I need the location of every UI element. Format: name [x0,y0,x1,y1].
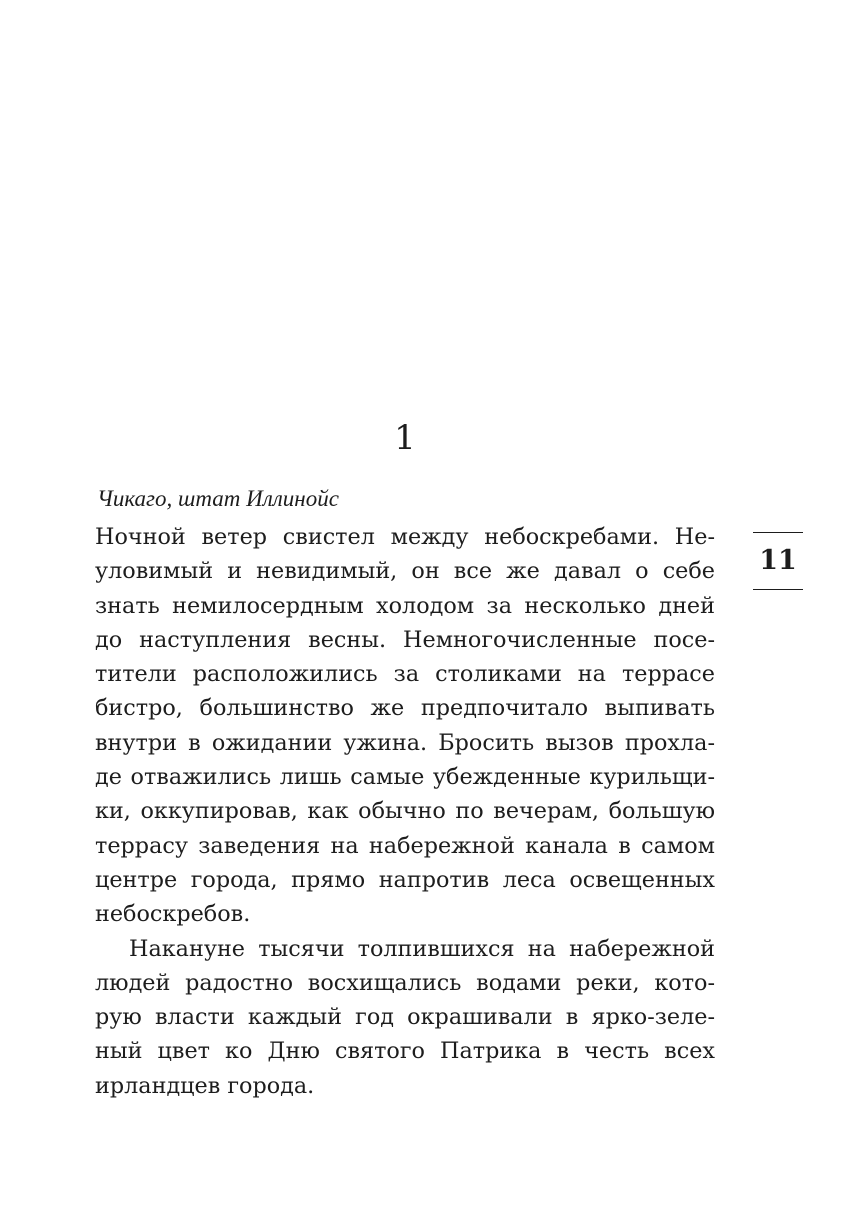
text-line: ки, оккупировав, как обычно по вечерам, большую [95,798,715,825]
text-line: Ночной ветер свистел между небоскребами. Не- [95,524,715,550]
text-line: бистро, большинство же предпочитало выпивать [95,695,715,722]
page-number-block [753,532,803,590]
chapter-number: 1 [394,418,416,458]
text-line: ирландцев города. [95,1072,315,1099]
chapter-location: Чикаго, штат Иллинойс [97,486,339,511]
text-line: Накануне тысячи толпившихся на набережной [129,935,715,962]
text-line: рую власти каждый год окрашивали в ярко-зеле- [95,1004,715,1031]
text-line: ный цвет ко Дню святого Патрика в честь всех [95,1038,715,1065]
page-number: 11 [759,545,797,576]
text-line: де отважились лишь самые убежденные курильщи- [95,764,715,791]
body-text [95,520,715,1103]
text-line: уловимый и невидимый, он все же давал о себе [95,558,715,585]
page-number-rule-bottom [753,589,803,590]
text-line: центре города, прямо напротив леса освещенных [95,866,715,893]
text-line: людей радостно восхищались водами реки, кото- [95,969,715,996]
text-line: внутри в ожидании ужина. Бросить вызов прохла- [95,729,715,756]
text-line: до наступления весны. Немногочисленные посе- [95,626,715,653]
text-line: знать немилосердным холодом за несколько дней [95,592,715,619]
text-line: небоскребов. [95,901,251,928]
text-line: террасу заведения на набережной канала в самом [95,832,715,859]
text-line: тители расположились за столиками на террасе [95,661,715,688]
